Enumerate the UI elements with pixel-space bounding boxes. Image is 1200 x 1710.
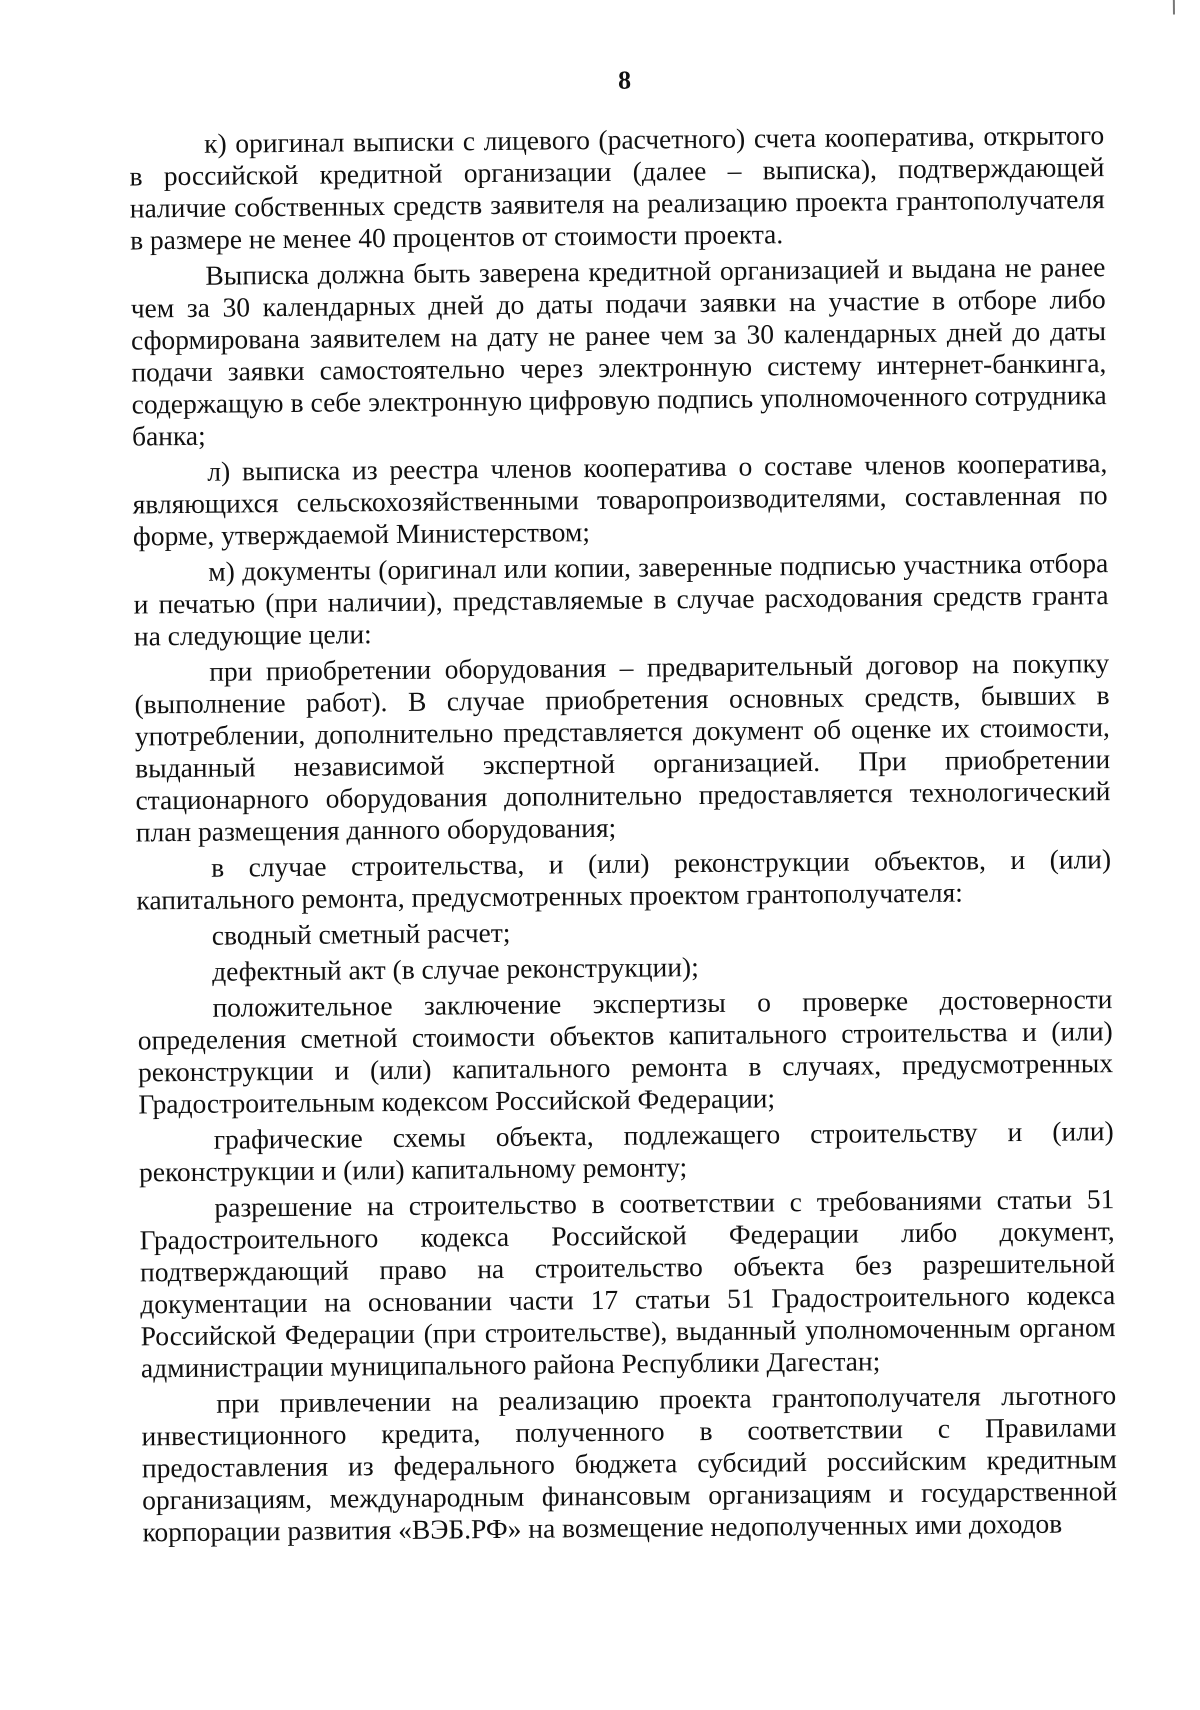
paragraph-schemes: графические схемы объекта, подлежащего строительству и (или) реконструкции и (или) капитальному ремонту; [138,1115,1114,1188]
paragraph-statement-certification: Выписка должна быть заверена кредитной организацией и выдана не ранее чем за 30 календарных дней до даты подачи заявки на участие в отборе либо сформирована заявителем на дату не ранее чем за 30 календарных дней до даты подачи заявки самостоятельно через электронную систему интернет-банкинга, содержащую в себе электронную цифровую подпись уполномоченного сотрудника банка; [130,251,1107,452]
paragraph-defect-act: дефектный акт (в случае реконструкции); [211,951,699,987]
paragraph-construction: в случае строительства, и (или) реконструкции объектов, и (или) капитального ремонта, предусмотренных проектом грантополучателя: [136,843,1112,916]
paragraph-l: л) выписка из реестра членов кооператива о составе членов кооператива, являющихся сельскохозяйственными товаропроизводителями, составленная по форме, утверждаемой Министерством; [132,447,1108,552]
paragraph-equipment: при приобретении оборудования – предварительный договор на покупку (выполнение работ). В случае приобретения основных средств, бывших в употреблении, дополнительно представляется документ об оценке их стоимости, выданный независимой экспертной организацией. При приобретении стационарного оборудования дополнительно предоставляется технологический план размещения данного оборудования; [134,647,1111,848]
document-body [129,119,1118,1552]
paragraph-permit: разрешение на строительство в соответствии с требованиями статьи 51 Градостроительного кодекса Российской Федерации либо документ, подтверждающий право на строительство объекта без разрешительной документации на основании части 17 статьи 51 Градостроительного кодекса Российской Федерации (при строительстве), выданный уполномоченным органом администрации муниципального района Республики Дагестан; [139,1183,1116,1384]
paragraph-m: м) документы (оригинал или копии, заверенные подписью участника отбора и печатью (при наличии), представляемые в случае расходования средств гранта на следующие цели: [133,547,1109,652]
paragraph-estimate: сводный сметный расчет; [211,916,511,951]
paragraph-credit: при привлечении на реализацию проекта грантополучателя льготного инвестиционного кредита, полученного в соответствии с Правилами предоставления из федерального бюджета субсидий российским кредитным организациям, международным финансовым организациям и государственной корпорации развития «ВЭБ.РФ» на возмещение недополученных ими доходов [141,1379,1118,1548]
paragraph-expertise: положительное заключение экспертизы о проверке достоверности определения сметной стоимости объектов капитального строительства и (или) реконструкции и (или) капитального ремонта в случаях, предусмотренных Градостроительным кодексом Российской Федерации; [137,983,1114,1120]
page-number: 8 [617,65,632,95]
paragraph-k: к) оригинал выписки с лицевого (расчетного) счета кооператива, открытого в российской кредитной организации (далее – выписка), подтверждающей наличие собственных средств заявителя на реализацию проекта грантополучателя в размере не менее 40 процентов от стоимости проекта. [129,119,1105,256]
scan-edge-mark [1173,0,1175,14]
